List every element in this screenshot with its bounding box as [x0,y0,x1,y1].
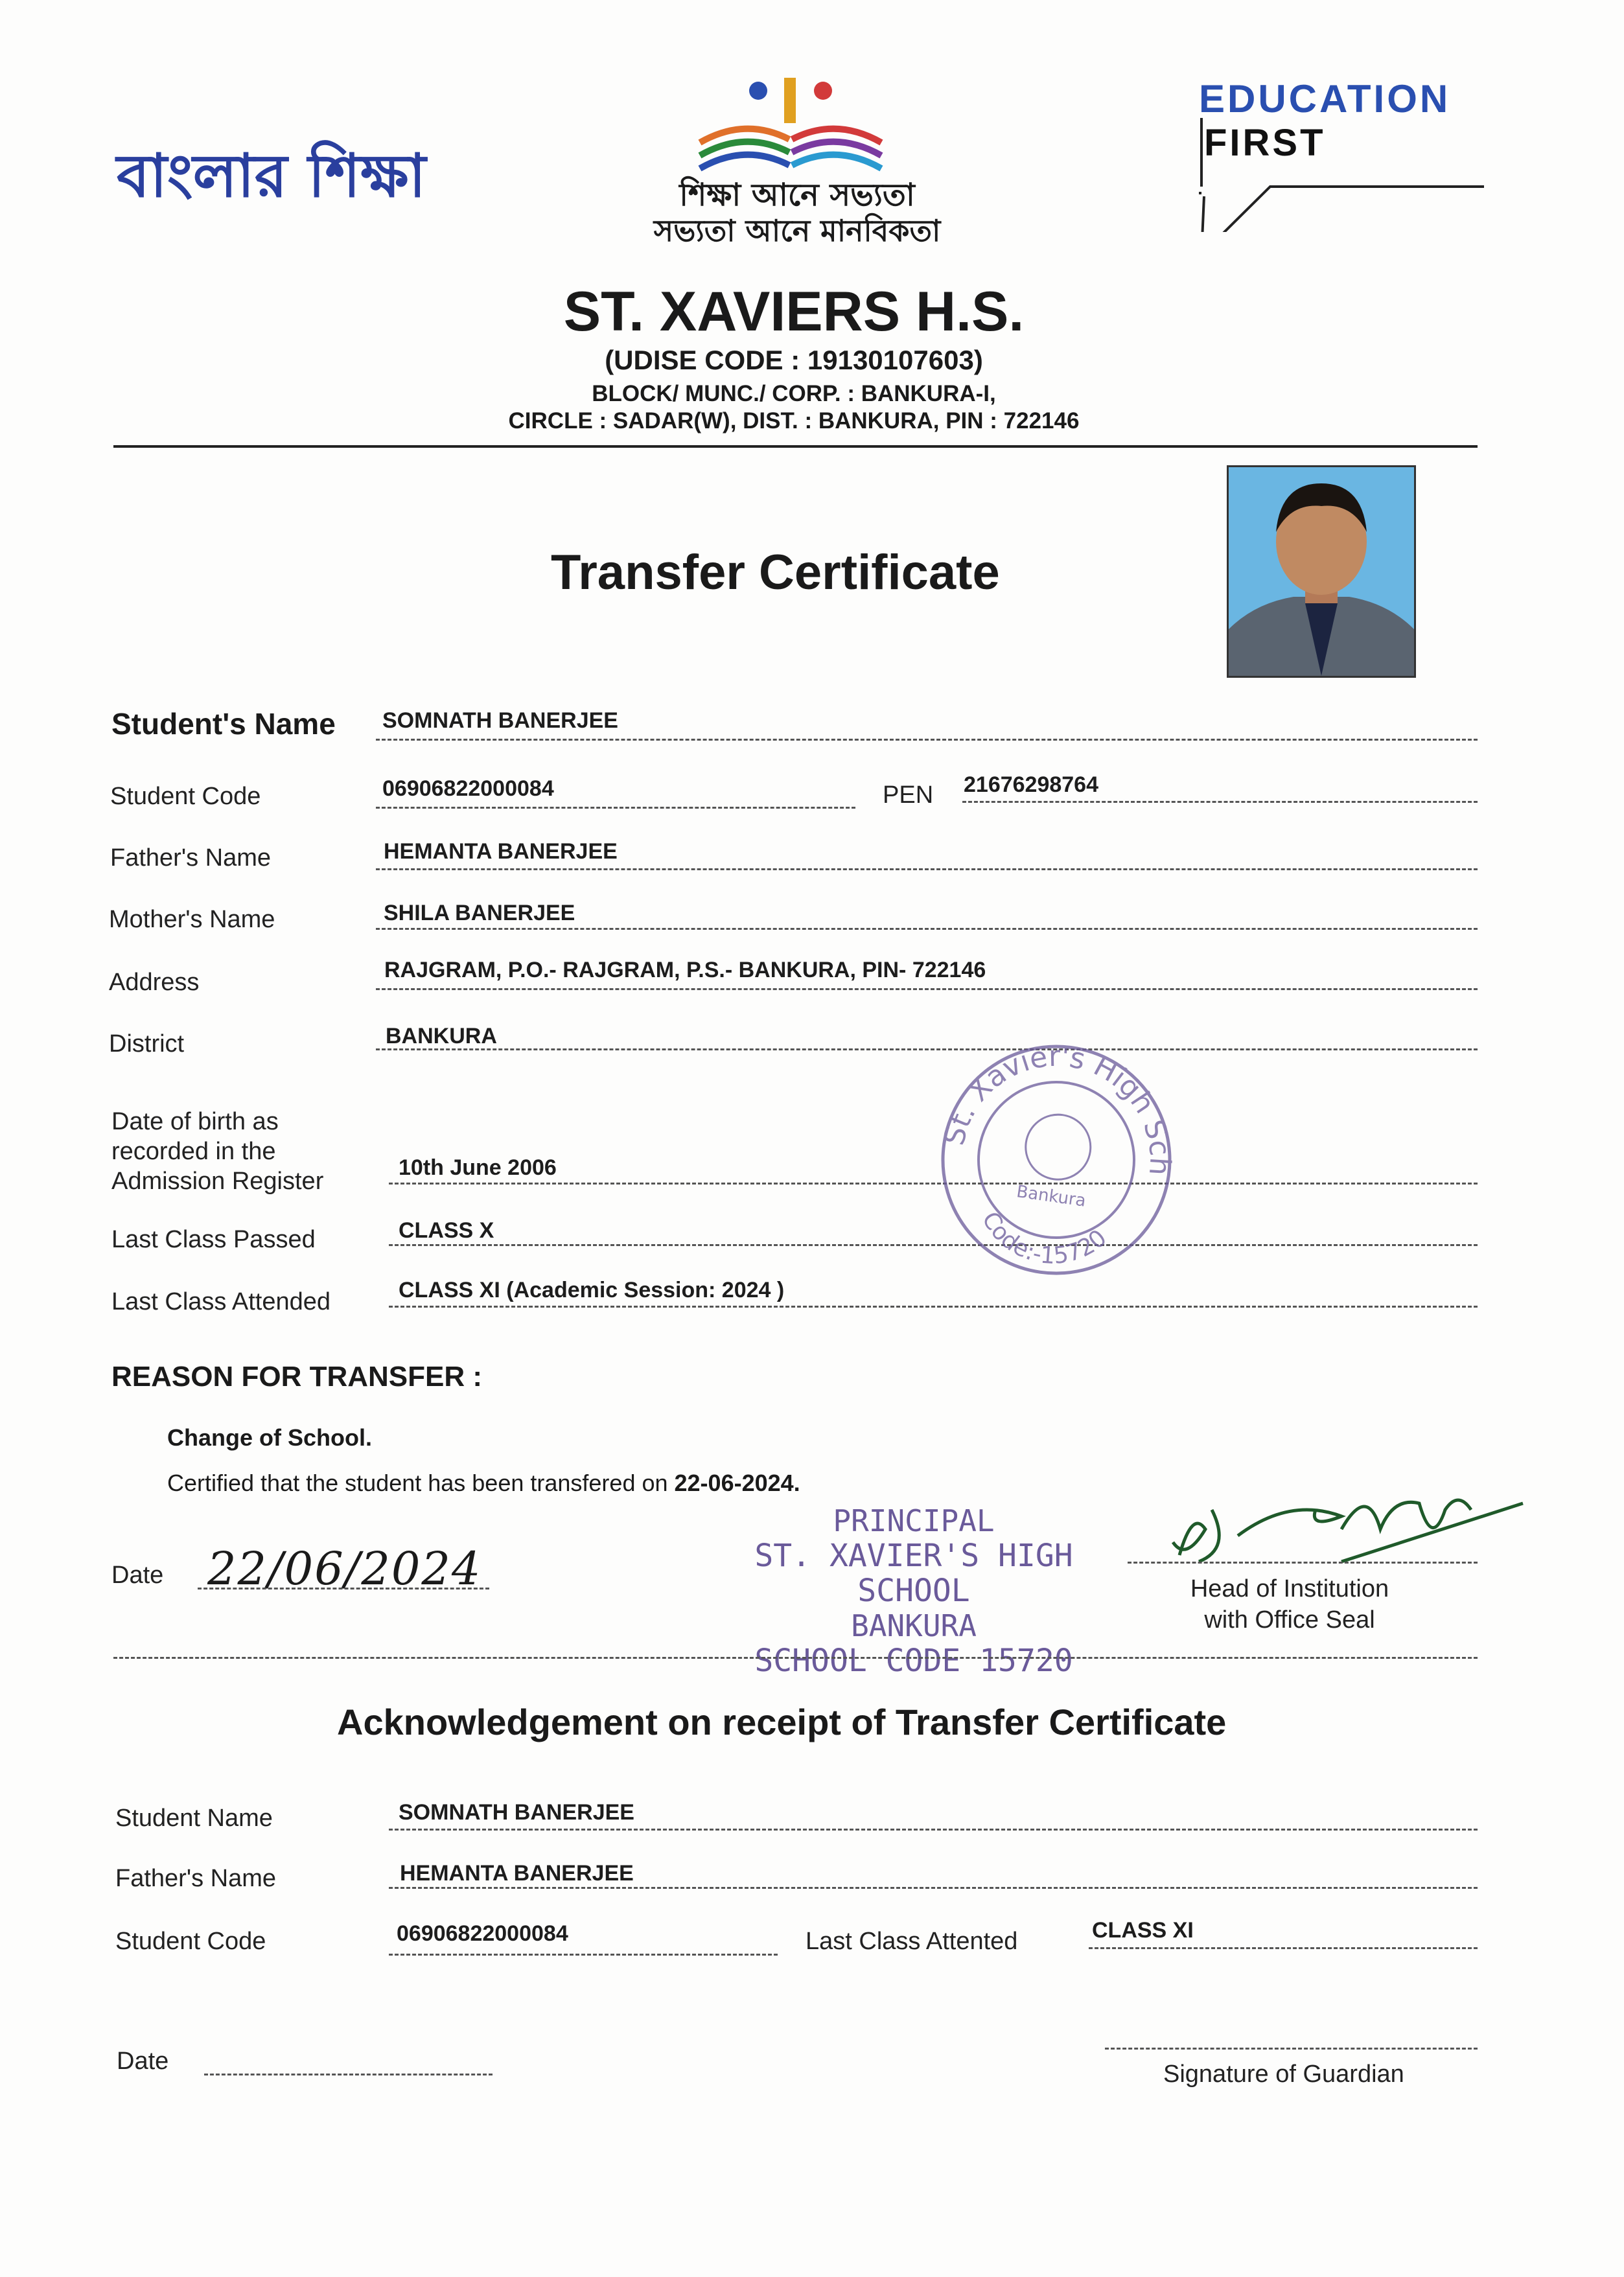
seal-arc-text: St. Xavier's High School [937,1039,1177,1177]
education-first-line1: EDUCATION [1199,77,1451,121]
svg-text:St. Xavier's High School [919,1020,1196,1179]
ack-class-line [1089,1947,1478,1949]
ack-name-label: Student Name [115,1805,273,1832]
issue-date-line [198,1588,489,1589]
stamp-line-4: SCHOOL CODE 15720 [754,1643,1073,1679]
student-name-value: SOMNATH BANERJEE [382,708,618,733]
stamp-line-3: BANKURA [851,1608,977,1643]
ack-title: Acknowledgement on receipt of Transfer Certificate [337,1702,1227,1742]
last-attended-line [389,1306,1478,1308]
last-passed-label: Last Class Passed [111,1226,316,1253]
motto-line-2: সভ্যতা আনে মানবিকতা [653,213,941,248]
ack-name-line [389,1829,1478,1831]
issue-date-label: Date [111,1562,164,1589]
district-value: BANKURA [386,1024,497,1048]
school-name: ST. XAVIERS H.S. [563,281,1025,343]
certified-statement [167,1470,800,1497]
head-line-1: Head of Institution [1190,1575,1389,1602]
student-code-value: 06906822000084 [382,776,554,801]
header-divider [113,445,1478,448]
ack-father-label: Father's Name [115,1865,277,1892]
ack-father-value: HEMANTA BANERJEE [400,1861,634,1886]
issue-date-handwritten: 22/06/2024 [207,1542,482,1595]
mother-name-value: SHILA BANERJEE [384,901,575,925]
cut-line [113,1657,1478,1659]
pen-label: PEN [883,781,934,809]
district-label: District [109,1030,185,1058]
father-name-label: Father's Name [110,844,272,872]
guardian-sign-line [1105,2048,1478,2050]
dob-label-1: Date of birth as [111,1108,279,1135]
motto-line-1: শিক্ষা আনে সভ্যতা [679,177,915,213]
address-value: RAJGRAM, P.O.- RAJGRAM, P.S.- BANKURA, PIN- 722146 [384,958,986,982]
certified-date: 22-06-2024. [674,1470,800,1496]
last-passed-value: CLASS X [399,1218,494,1243]
head-line-2: with Office Seal [1204,1606,1375,1634]
dob-value: 10th June 2006 [399,1155,557,1180]
education-first-logo [1199,76,1484,232]
banglar-shiksha-logo: বাংলার শিক্ষা [117,141,426,211]
education-first-line2: FIRST [1204,122,1326,164]
ack-code-line [389,1954,778,1956]
certified-prefix: Certified that the student has been transfered on [167,1470,675,1496]
student-name-label: Student's Name [111,707,336,741]
last-attended-value: CLASS XI (Academic Session: 2024 ) [399,1278,785,1302]
school-address-2: CIRCLE : SADAR(W), DIST. : BANKURA, PIN : 722146 [508,408,1080,433]
student-code-label: Student Code [110,783,261,810]
pen-line [962,801,1478,803]
ack-code-label: Student Code [115,1928,266,1955]
certificate-title: Transfer Certificate [551,545,1000,600]
book-logo-icon [687,65,894,181]
seal-bottom-text: Code:-15720 [976,1207,1112,1270]
stamp-line-1: PRINCIPAL [833,1503,995,1538]
ack-date-label: Date [117,2048,169,2075]
father-name-value: HEMANTA BANERJEE [384,839,618,864]
principal-signature [1147,1471,1536,1575]
principal-stamp [713,1503,1115,1678]
father-name-line [376,868,1478,870]
ack-name-value: SOMNATH BANERJEE [399,1800,634,1825]
student-photo [1227,465,1416,678]
mother-name-label: Mother's Name [109,906,275,933]
ack-date-line [204,2074,493,2075]
last-attended-label: Last Class Attended [111,1288,331,1315]
ack-code-value: 06906822000084 [397,1921,568,1946]
address-label: Address [109,969,200,996]
student-code-line [376,807,855,809]
school-round-seal [911,1020,1202,1300]
head-sign-line [1128,1562,1478,1564]
mother-name-line [376,928,1478,930]
speech-tail-icon [1199,115,1484,232]
reason-text: Change of School. [167,1424,373,1451]
head-institution-label [1179,1573,1400,1636]
district-line [376,1048,1478,1050]
address-line [376,988,1478,990]
ack-class-value: CLASS XI [1092,1918,1194,1943]
pen-value: 21676298764 [964,772,1099,797]
ack-class-label: Last Class Attented [806,1928,1018,1955]
guardian-sign-label: Signature of Guardian [1163,2061,1404,2088]
ack-father-line [389,1887,1478,1889]
seal-center-text: Bankura [1015,1182,1087,1211]
student-name-line [376,739,1478,741]
udise-code: (UDISE CODE : 19130107603) [605,345,983,375]
school-address-1: BLOCK/ MUNC./ CORP. : BANKURA-I, [592,381,996,406]
dob-label-2: recorded in the [111,1138,276,1165]
reason-heading: REASON FOR TRANSFER : [111,1361,482,1393]
dob-label [111,1107,323,1196]
stamp-line-2: ST. XAVIER'S HIGH SCHOOL [754,1538,1073,1609]
dob-label-3: Admission Register [111,1168,324,1195]
